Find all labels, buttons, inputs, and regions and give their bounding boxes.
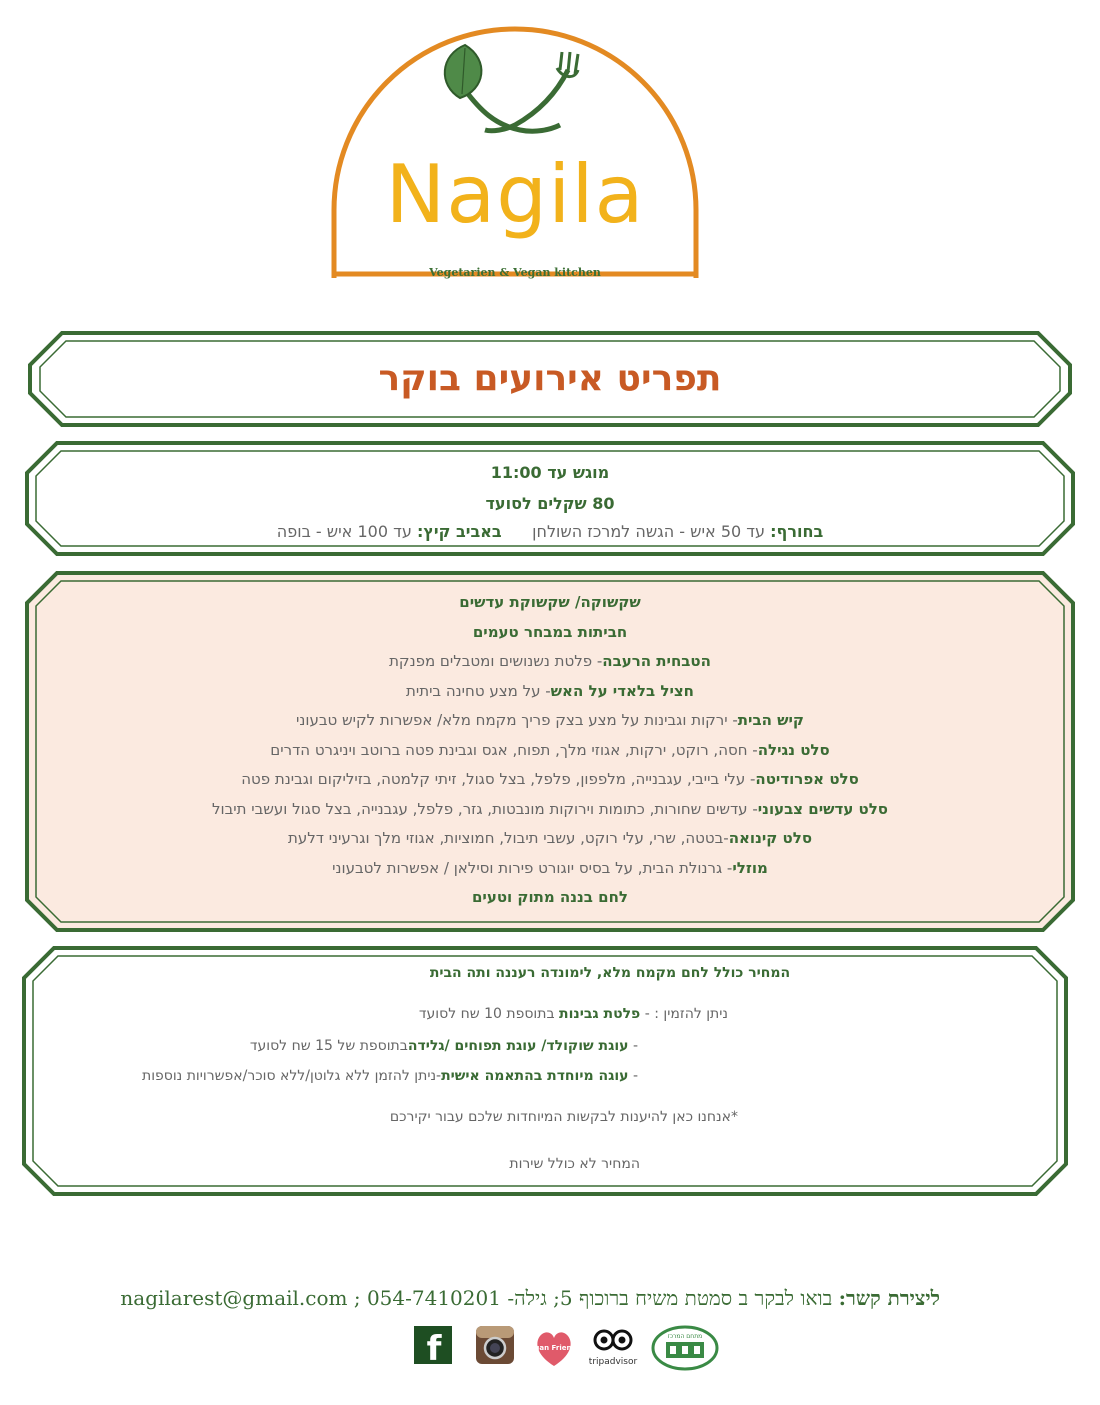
menu-list (60, 588, 1040, 913)
vegan-friendly-icon[interactable] (524, 1326, 584, 1368)
no-service-note: המחיר לא כולל שירות (509, 1156, 640, 1172)
winter-text: עד 50 איש - הגשה למרכז השולחן (532, 522, 766, 541)
menu-item-name: לחם בננה מתוק וטעים (471, 888, 629, 906)
extra-special-cake (142, 1068, 638, 1084)
extra-cheese (419, 1006, 728, 1022)
contact-email[interactable]: nagilarest@gmail.com (120, 1286, 348, 1310)
extra-cakes-name: עוגת שוקולד/ עוגת תפוחים /גלידה (407, 1038, 629, 1054)
extras-note: *אנחנו כאן להיענות לבקשות המיוחדות שלכם עבור יקירכם (389, 1109, 738, 1125)
market-badge-icon[interactable] (652, 1326, 718, 1370)
summer-text: עד 100 איש - בופה (276, 522, 412, 541)
extra-cheese-desc: בתוספת 10 שח לסועד (418, 1006, 555, 1022)
extra-cakes-desc: בתוספת של 15 שח לסועד (249, 1038, 408, 1054)
tripadvisor-label: tripadvisor (588, 1357, 638, 1367)
logo (320, 30, 710, 290)
menu-item-desc: - גרנולת הבית, על בסיס יוגורט פירות וסילאן / אפשרות לטבעוני (332, 858, 733, 877)
logo-wordmark: Nagila (385, 148, 645, 241)
menu-item-desc: - חסה, רוקט, ירקות, אגוזי מלך, תפוח, אגס וגבינת פטה ברוטב ויניגרט הדרים (270, 740, 758, 759)
menu-item-desc: - עלי בייבי, עגבנייה, מלפפון, פלפל, בצל סגול, זיתי קלמטה, בזיליקום וגבינת פטה (241, 770, 756, 788)
social-icons (412, 1326, 722, 1370)
menu-item (60, 706, 1040, 736)
menu-item-name: קיש הבית (737, 711, 804, 729)
extra-special-prefix: - (632, 1068, 638, 1084)
extra-cakes-prefix: - (632, 1038, 638, 1054)
menu-item-name: חביתות במבחר טעמים (472, 622, 628, 641)
tripadvisor-icon[interactable] (582, 1326, 644, 1368)
menu-item (60, 765, 1040, 795)
vegan-badge-text: Vegan Friendly (524, 1344, 584, 1352)
menu-item (60, 647, 1040, 677)
logo-tagline: Vegetarien & Vegan kitchen (429, 266, 601, 279)
summer-label: באביב קיץ: (416, 522, 502, 541)
extra-special-name: עוגה מיוחדת בהתאמה אישית (441, 1068, 629, 1084)
menu-item (60, 824, 1040, 854)
menu-item-desc: - עדשים שחורות, כתומות וירוקות מונבטות, גזר, פלפל, עגבנייה, בצל סגול ועשבי תיבול (211, 799, 758, 818)
menu-item-desc: - על מצע טחינה ביתית (406, 681, 551, 700)
menu-item (60, 588, 1040, 618)
menu-item (60, 736, 1040, 766)
menu-item-desc: - פלטת נשנושים ומטבלים מפנקת (389, 652, 603, 670)
extra-special-desc: -ניתן להזמן ללא גלוטן/ללא סוכר/אפשרויות נוספות (142, 1068, 442, 1084)
menu-item-name: סלט קינואה (728, 829, 813, 847)
page-title: תפריט אירועים בוקר (378, 358, 722, 399)
menu-item (60, 795, 1040, 825)
menu-item-name: שקשוקה/ שקשוקת עדשים (459, 593, 641, 611)
served-until (60, 463, 1040, 482)
menu-item-desc: - ירקות וגבינות על מצע בצק פריך מקמח מלא/ אפשרות לקיש טבעוני (296, 711, 738, 729)
menu-item (60, 883, 1040, 913)
menu-item-desc: -בטטה, שרי, עלי רוקט, עשבי תיבול, חמוציות, אגוזי מלך וגרעיני דלעת (287, 829, 729, 847)
menu-item (60, 618, 1040, 648)
menu-item-name: סלט עדשים צבעוני (757, 799, 888, 818)
menu-item-name: הטבחית הרעבה (602, 652, 711, 670)
menu-item-name: סלט נגילה (757, 740, 830, 759)
instagram-icon[interactable] (476, 1326, 514, 1364)
extra-order-prefix: ניתן להזמין : - (644, 1006, 728, 1022)
facebook-glyph: f (426, 1329, 442, 1369)
price-per-diner: 80 שקלים לסועד (485, 494, 615, 513)
extras-section (60, 965, 1040, 981)
contact-address-phone: בואו לבקר ב סמטת משיח ברוכוף 5; גילה- 054-7410201 ; (353, 1286, 833, 1310)
extras-header: המחיר כולל לחם מקמח מלא, לימונדה רעננה ותה הבית (429, 965, 791, 981)
seasonal-serving (60, 522, 1040, 541)
extra-cakes (250, 1038, 638, 1054)
menu-item-name: מוזלי (732, 858, 768, 877)
contact-line (100, 1286, 940, 1311)
facebook-icon[interactable] (414, 1326, 452, 1369)
menu-item (60, 854, 1040, 884)
contact-label: ליצירת קשר: (838, 1286, 940, 1310)
menu-item-name: חציל בלאדי על האש (550, 681, 694, 700)
served-time: 11:00 (490, 463, 542, 482)
served-label: מוגש עד (547, 463, 610, 482)
extra-cheese-name: פלטת גבינות (559, 1006, 641, 1022)
menu-item-name: סלט אפרודיטה (755, 770, 859, 788)
market-badge-text: מתחם המרכז (667, 1333, 703, 1340)
winter-label: בחורף: (770, 522, 824, 541)
menu-item (60, 677, 1040, 707)
